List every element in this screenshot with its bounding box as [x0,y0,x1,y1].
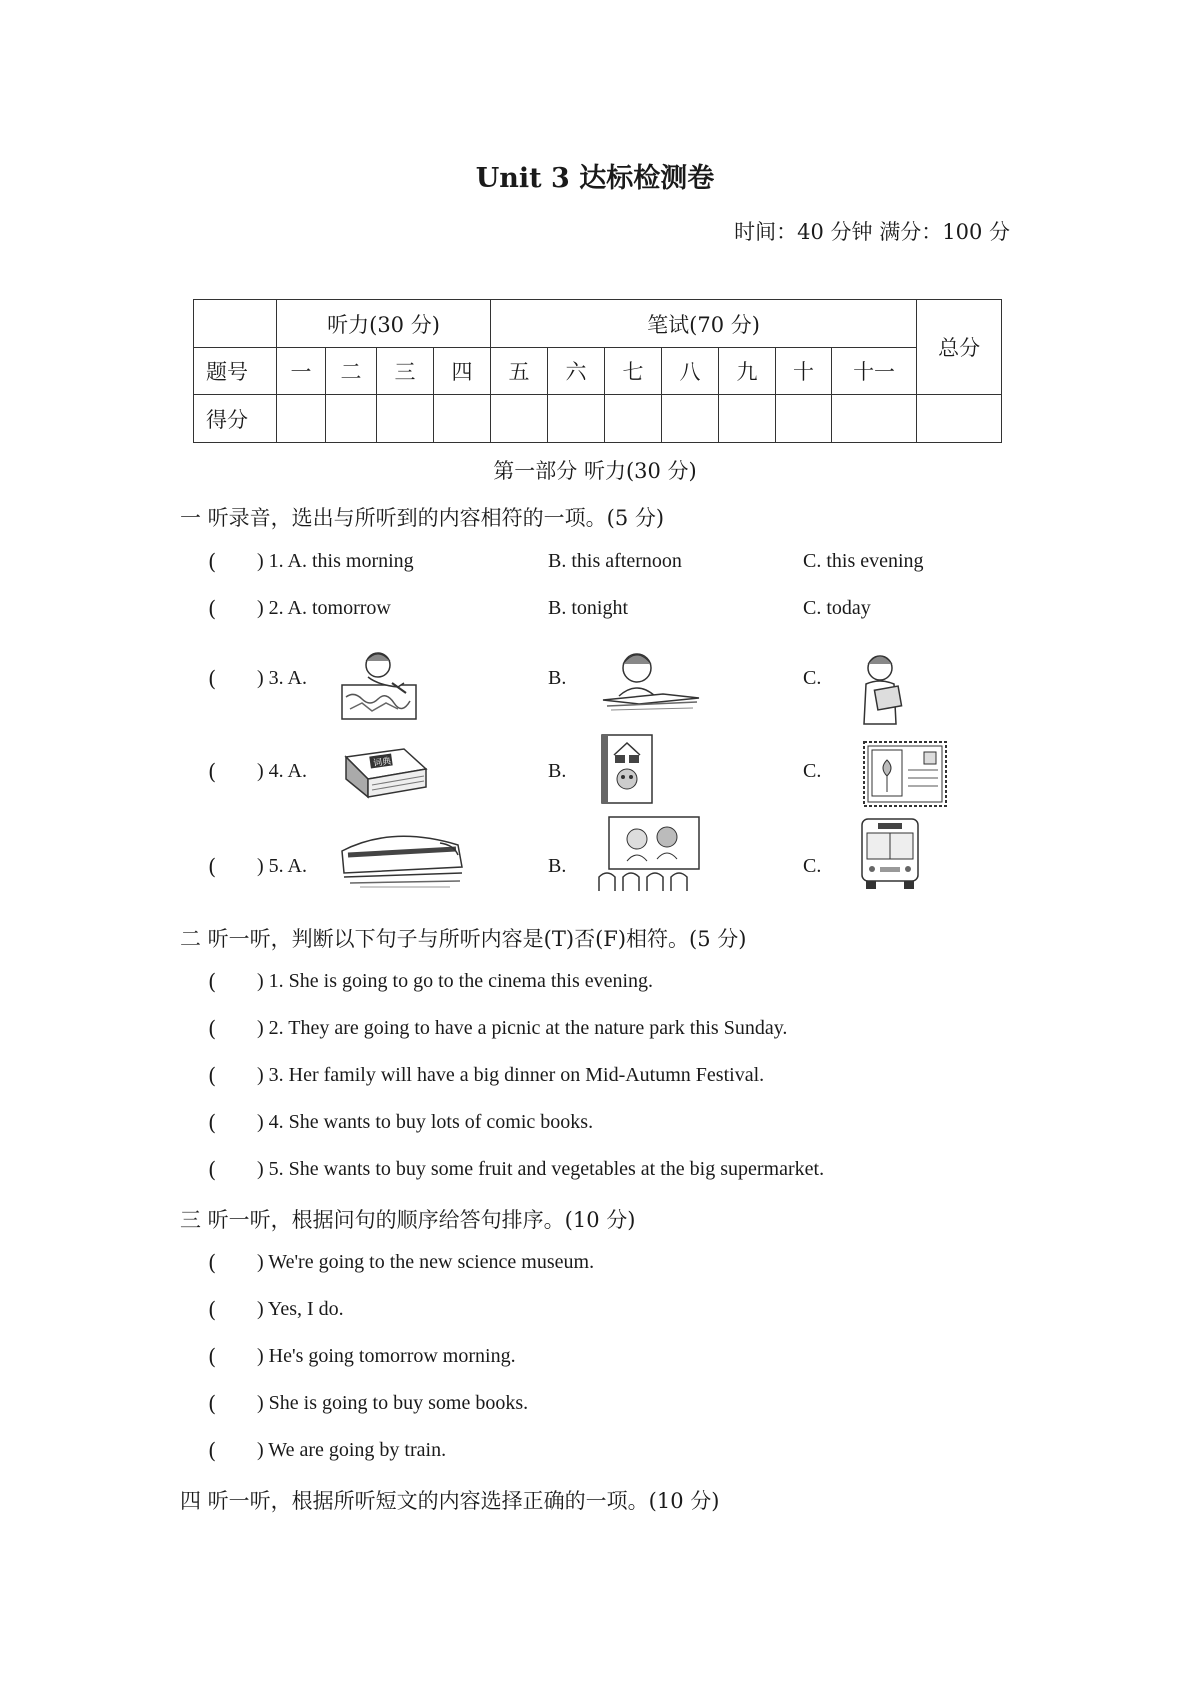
page-title: Unit 3 达标检测卷 [475,163,715,194]
score-cell[interactable] [832,395,917,443]
qnum-cell: 九 [719,348,776,395]
boy-holding-book-icon [858,652,906,726]
qnum-cell: 六 [548,348,605,395]
answer-paren[interactable]: ( [208,1111,217,1135]
comic-book-icon [600,733,654,805]
q2-option-a: ) 2. A. tomorrow [257,597,391,619]
dictionary-label: 词典 [372,756,392,770]
qnum-cell: 八 [662,348,719,395]
section2-item: ) 2. They are going to have a picnic at the nature park this Sunday. [257,1017,788,1039]
section2-item: ) 5. She wants to buy some fruit and vegetables at the big supermarket. [257,1158,825,1180]
q2-option-c: C. today [803,597,871,619]
section3-item: ) Yes, I do. [257,1298,344,1320]
score-cell[interactable] [719,395,776,443]
answer-paren[interactable]: ( [208,1345,217,1369]
section4-heading: 四 听一听，根据所听短文的内容选择正确的一项。(10 分) [180,1489,720,1513]
answer-paren[interactable]: ( [208,1298,217,1322]
answer-paren[interactable]: ( [208,1017,217,1041]
answer-paren[interactable]: ( [208,1251,217,1275]
q1-option-c: C. this evening [803,550,924,572]
answer-paren[interactable]: ( [208,550,217,574]
q4-option-a: ) 4. A. [257,760,307,782]
total-header: 总分 [917,300,1002,395]
answer-paren[interactable]: ( [208,760,217,784]
section3-heading: 三 听一听，根据问句的顺序给答句排序。(10 分) [180,1208,636,1232]
score-cell[interactable] [548,395,605,443]
part-one-title: 第一部分 听力(30 分) [493,459,697,483]
qnum-cell: 四 [434,348,491,395]
qnum-cell: 一 [277,348,326,395]
answer-paren[interactable]: ( [208,597,217,621]
boy-reading-at-desk-icon [597,648,701,714]
bus-icon [858,815,922,891]
answer-paren[interactable]: ( [208,1064,217,1088]
section1-heading: 一 听录音，选出与所听到的内容相符的一项。(5 分) [180,506,665,530]
cinema-icon [597,815,711,893]
section3-item: ) He's going tomorrow morning. [257,1345,516,1367]
q3-option-a: ) 3. A. [257,667,307,689]
q5-option-a: ) 5. A. [257,855,307,877]
q5-option-b: B. [548,855,567,877]
q4-option-c: C. [803,760,822,782]
section3-item: ) We're going to the new science museum. [257,1251,595,1273]
section2-heading: 二 听一听，判断以下句子与所听内容是(T)否(F)相符。(5 分) [180,927,747,951]
section2-item: ) 1. She is going to go to the cinema this evening. [257,970,654,992]
section2-item: ) 4. She wants to buy lots of comic books. [257,1111,594,1133]
answer-paren[interactable]: ( [208,667,217,691]
qnum-cell: 三 [377,348,434,395]
answer-paren[interactable]: ( [208,1392,217,1416]
q1-option-b: B. this afternoon [548,550,682,572]
answer-paren[interactable]: ( [208,970,217,994]
answer-paren[interactable]: ( [208,855,217,879]
train-icon [340,825,466,889]
score-cell[interactable] [326,395,377,443]
answer-paren[interactable]: ( [208,1439,217,1463]
section3-item: ) She is going to buy some books. [257,1392,529,1414]
writing-header: 笔试(70 分) [491,300,917,348]
score-cell[interactable] [434,395,491,443]
score-cell[interactable] [377,395,434,443]
section2-item: ) 3. Her family will have a big dinner on Mid-Autumn Festival. [257,1064,765,1086]
time-info: 时间：40 分钟 满分：100 分 [734,220,1010,244]
q1-option-a: ) 1. A. this morning [257,550,414,572]
dictionary-icon [344,747,428,799]
q2-option-b: B. tonight [548,597,629,619]
qnum-cell: 十 [776,348,832,395]
answer-paren[interactable]: ( [208,1158,217,1182]
q3-option-c: C. [803,667,822,689]
score-cell[interactable] [277,395,326,443]
row-label-score: 得分 [194,395,277,443]
score-cell[interactable] [662,395,719,443]
score-cell[interactable] [605,395,662,443]
score-cell[interactable] [776,395,832,443]
score-cell[interactable] [917,395,1002,443]
score-cell[interactable] [491,395,548,443]
q5-option-c: C. [803,855,822,877]
q3-option-b: B. [548,667,567,689]
score-table [193,299,1002,443]
boy-drawing-icon [340,647,420,721]
listening-header: 听力(30 分) [277,300,491,348]
qnum-cell: 七 [605,348,662,395]
qnum-cell: 五 [491,348,548,395]
postcard-icon [862,740,948,808]
table-corner [194,300,277,348]
row-label-number: 题号 [194,348,277,395]
qnum-cell: 十一 [832,348,917,395]
qnum-cell: 二 [326,348,377,395]
section3-item: ) We are going by train. [257,1439,447,1461]
q4-option-b: B. [548,760,567,782]
